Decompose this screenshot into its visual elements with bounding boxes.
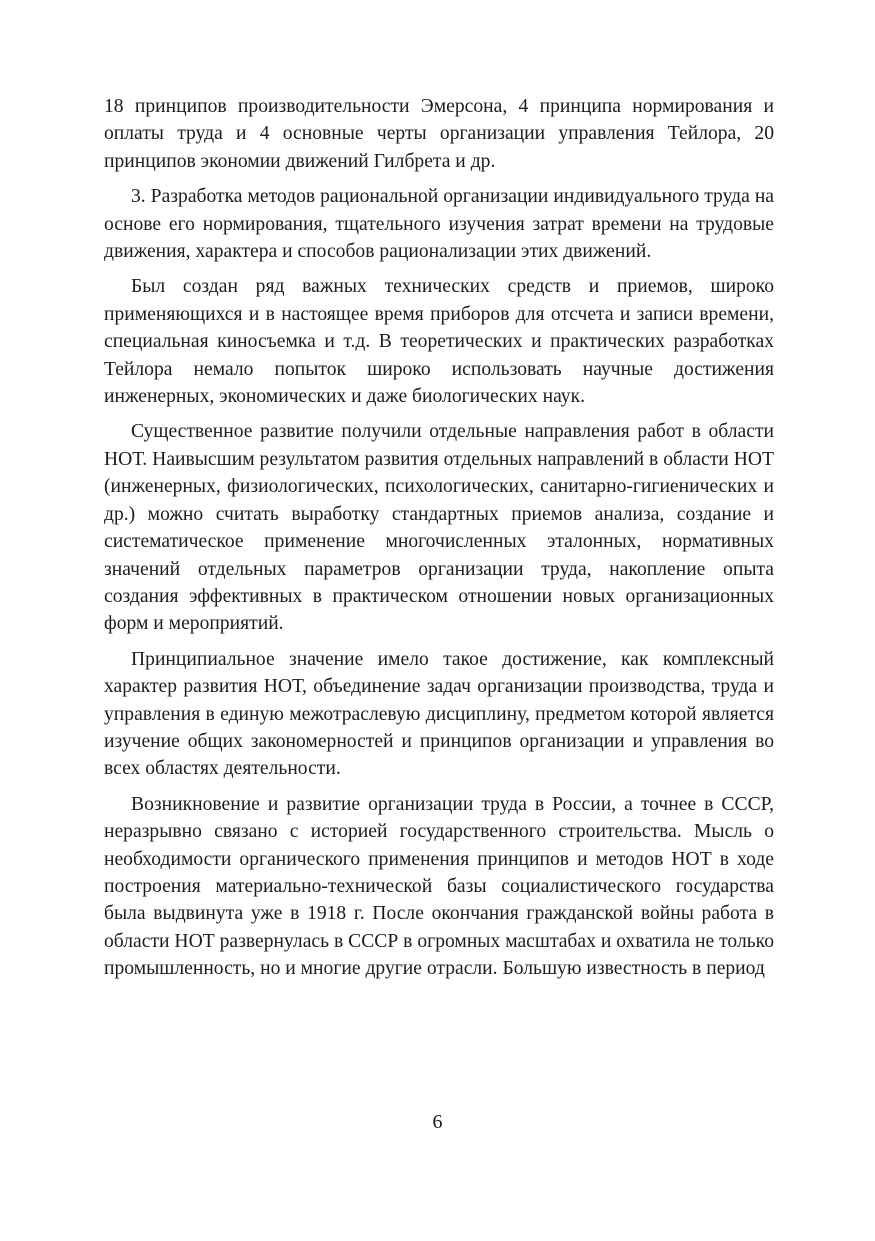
paragraph-item-3: 3. Разработка методов рациональной организации индивидуального труда на основе его нормирования, тщательного изучения затрат времени на трудовые движения, характера и способов рационализации этих движений. — [104, 186, 774, 263]
paragraph-russia-history: Возникновение и развитие организации труда в России, а точнее в СССР, неразрывно связано с историей государственного строительства. Мысль о необходимости органического применения принципов и методов НОТ в ходе построения материально-технической базы социалистического государства была выдвинута уже в 1918 г. После окончания гражданской войны работа в области НОТ развернулась в СССР в огромных масштабах и охватила не только промышленность, но и многие другие отрасли. Большую известность в период — [104, 793, 774, 980]
paragraph-complex-character: Принципиальное значение имело такое достижение, как комплексный характер развития НОТ, объединение задач организации производства, труда и управления в единую межотраслевую дисциплину, предметом которой является изучение общих закономерностей и принципов организации и управления во всех областях деятельности. — [104, 648, 774, 780]
paragraph-not-directions: Существенное развитие получили отдельные направления работ в области НОТ. Наивысшим результатом развития отдельных направлений в области НОТ (инженерных, физиологических, психологических, санитарно-гигиенических и др.) можно считать выработку стандартных приемов анализа, создание и систематическое применение многочисленных эталонных, нормативных значений отдельных параметров организации труда, накопление опыта создания эффективных в практическом отношении новых организационных форм и мероприятий. — [104, 421, 774, 635]
page-number: 6 — [432, 1111, 443, 1133]
paragraph-technical-means: Был создан ряд важных технических средств и приемов, широко применяющихся и в настоящее время приборов для отсчета и записи времени, специальная киносъемка и т.д. В теоретических и практических разработках Тейлора немало попыток широко использовать научные достижения инженерных, экономических и даже биологических наук. — [104, 276, 774, 408]
paragraph-continuation: 18 принципов производительности Эмерсона, 4 принципа нормирования и оплаты труда и 4 основные черты организации управления Тейлора, 20 принципов экономии движений Гилбрета и др. — [104, 96, 774, 172]
body-text — [104, 93, 774, 983]
